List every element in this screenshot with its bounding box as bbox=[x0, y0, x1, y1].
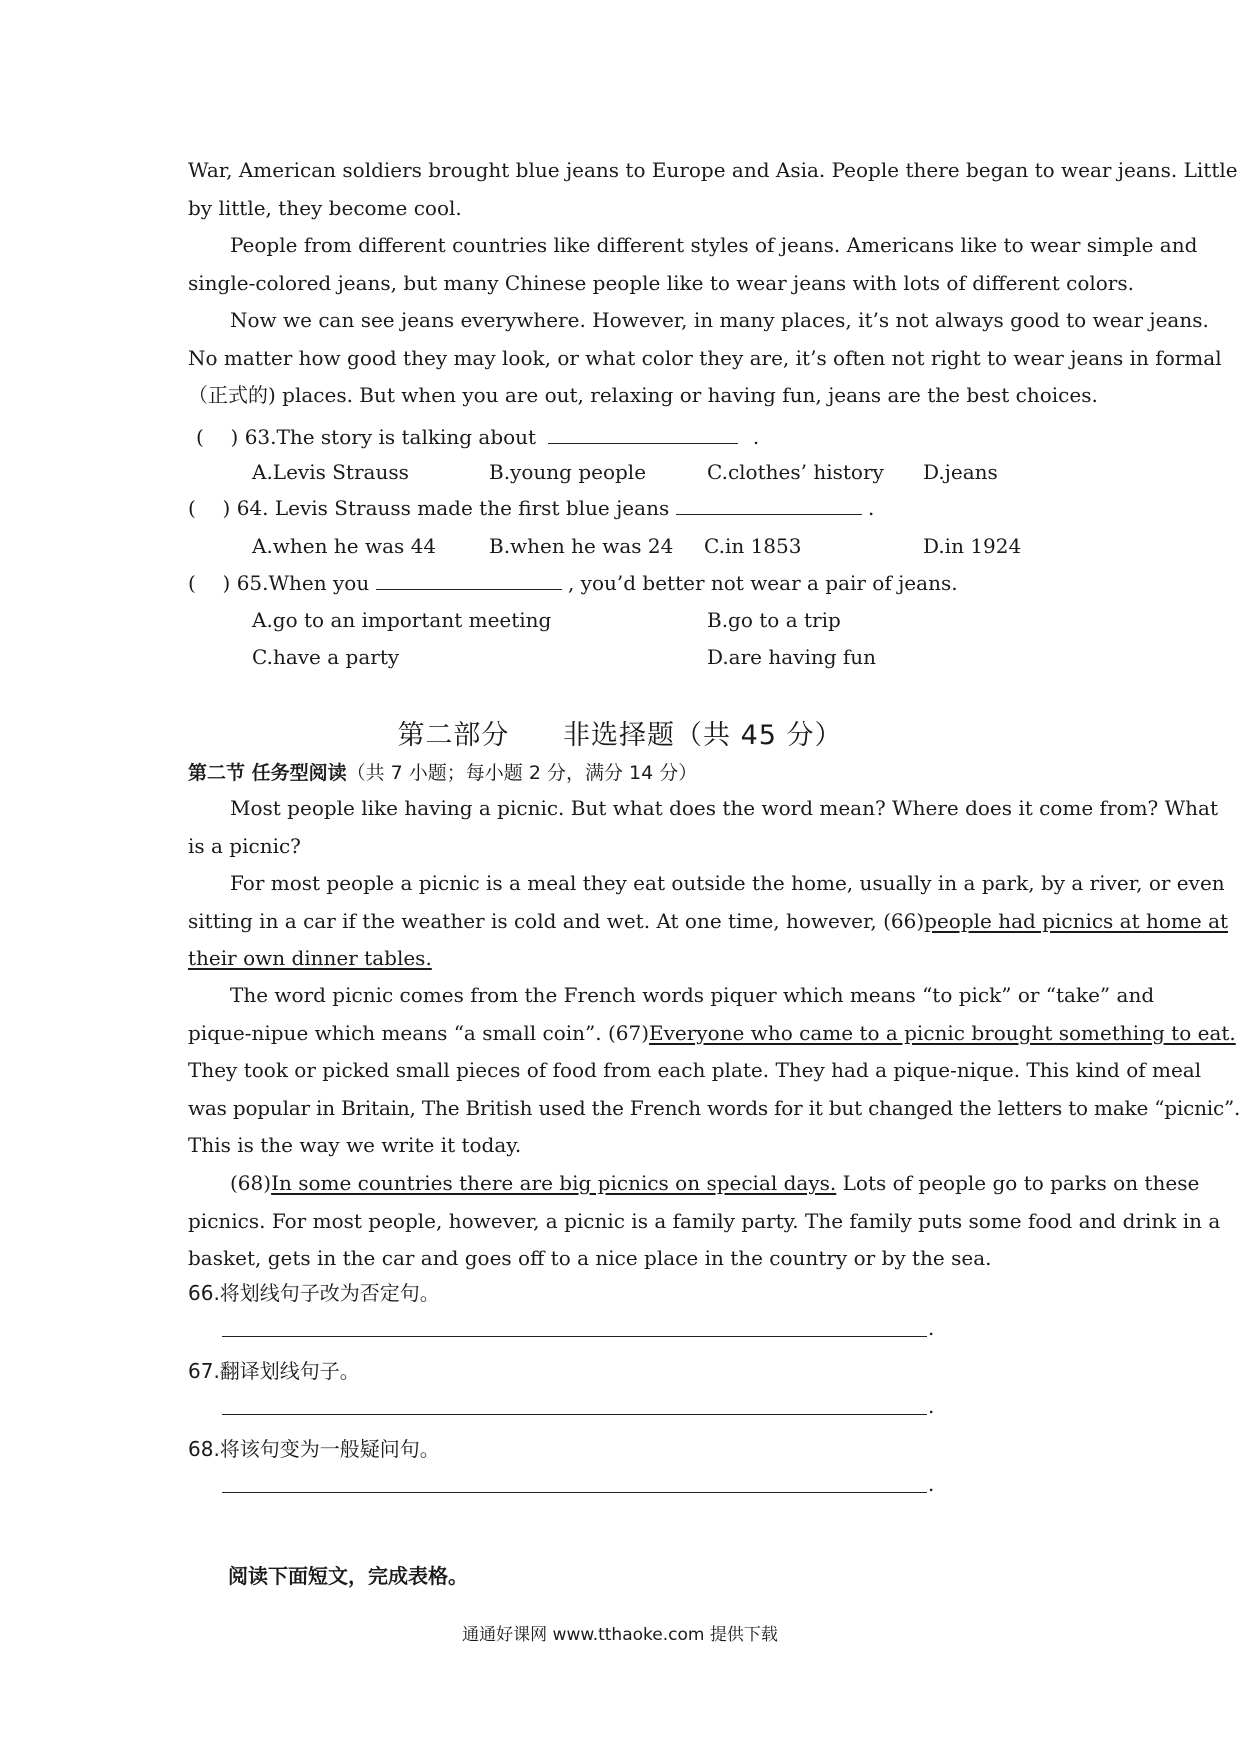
option-b: B.go to a trip bbox=[707, 608, 841, 632]
part-two-subtitle: 非选择题（共 45 分） bbox=[563, 720, 843, 751]
task-67-prompt: 67.翻译划线句子。 bbox=[188, 1359, 360, 1383]
section-title: 第二节 任务型阅读 bbox=[188, 762, 347, 784]
text-line: Most people like having a picnic. But what does the word mean? Where does it come from? What bbox=[230, 796, 1219, 820]
answer-line-period: . bbox=[928, 1472, 935, 1496]
question-stem: ) 65.When you bbox=[222, 571, 370, 595]
question-stem: ) 63.The story is talking about bbox=[230, 425, 537, 449]
text-line bbox=[188, 1015, 1236, 1053]
page-footer: 通通好课网 www.tthaoke.com 提供下载 bbox=[462, 1625, 778, 1645]
option-b: B.young people bbox=[489, 460, 647, 484]
passage2-paragraph4 bbox=[188, 1165, 1221, 1278]
section-scoring: （共 7 小题；每小题 2 分，满分 14 分） bbox=[346, 762, 698, 784]
text-segment: (68) bbox=[230, 1171, 272, 1195]
answer-line-67[interactable] bbox=[222, 1414, 927, 1415]
answer-paren-open: ( bbox=[196, 425, 204, 449]
passage2-paragraph1 bbox=[188, 790, 1219, 865]
option-a: A.Levis Strauss bbox=[252, 460, 409, 484]
answer-paren-open: ( bbox=[188, 496, 196, 520]
text-line: This is the way we write it today. bbox=[188, 1133, 522, 1157]
task-68-prompt: 68.将该句变为一般疑问句。 bbox=[188, 1437, 440, 1461]
question-stem: ) 64. Levis Strauss made the first blue jeans bbox=[222, 496, 670, 520]
text-line: single-colored jeans, but many Chinese people like to wear jeans with lots of different colors. bbox=[188, 270, 1134, 295]
text-line: The word picnic comes from the French words piquer which means “to pick” or “take” and bbox=[230, 983, 1155, 1007]
text-line: No matter how good they may look, or what color they are, it’s often not right to wear jeans in formal bbox=[188, 345, 1222, 370]
text-line: For most people a picnic is a meal they eat outside the home, usually in a park, by a river, or even bbox=[230, 871, 1225, 895]
text-segment: Lots of people go to parks on these bbox=[836, 1171, 1200, 1195]
question-end: , you’d better not wear a pair of jeans. bbox=[567, 571, 958, 595]
passage1-paragraph2 bbox=[188, 227, 1198, 302]
text-line: was popular in Britain, The British used the French words for it but changed the letters to make “picnic”. bbox=[188, 1095, 1240, 1120]
part-two-heading bbox=[0, 713, 1240, 752]
option-d: D.jeans bbox=[923, 460, 998, 484]
option-c: C.have a party bbox=[252, 645, 400, 669]
text-segment: pique-nipue which means “a small coin”. (67) bbox=[188, 1020, 650, 1045]
text-line: War, American soldiers brought blue jeans to Europe and Asia. People there began to wear jeans. Little bbox=[188, 158, 1238, 182]
underlined-sentence-66: people had picnics at home at bbox=[924, 908, 1229, 933]
text-line: by little, they become cool. bbox=[188, 195, 462, 220]
text-line: （正式的) places. But when you are out, relaxing or having fun, jeans are the best choices. bbox=[188, 383, 1098, 407]
passage1-paragraph1 bbox=[188, 152, 1238, 227]
task-66-prompt: 66.将划线句子改为否定句。 bbox=[188, 1281, 440, 1305]
text-line: Now we can see jeans everywhere. However, in many places, it’s not always good to wear jeans. bbox=[230, 308, 1209, 332]
question-65 bbox=[188, 571, 958, 595]
option-a: A.when he was 44 bbox=[252, 534, 437, 558]
question-63 bbox=[196, 425, 759, 449]
option-d: D.in 1924 bbox=[923, 534, 1022, 558]
answer-line-period: . bbox=[928, 1394, 935, 1418]
text-line: basket, gets in the car and goes off to a nice place in the country or by the sea. bbox=[188, 1246, 992, 1270]
answer-blank[interactable] bbox=[676, 496, 862, 515]
passage1-paragraph3 bbox=[188, 302, 1222, 415]
text-segment: sitting in a car if the weather is cold and wet. At one time, however, (66) bbox=[188, 908, 925, 933]
option-d: D.are having fun bbox=[707, 645, 877, 669]
option-c: C.clothes’ history bbox=[707, 460, 884, 484]
text-line bbox=[188, 903, 1229, 941]
answer-blank[interactable] bbox=[376, 571, 562, 590]
text-line: People from different countries like different styles of jeans. Americans like to wear simple and bbox=[230, 233, 1198, 257]
passage2-paragraph2 bbox=[188, 865, 1229, 978]
option-b: B.when he was 24 bbox=[489, 534, 674, 558]
text-line: picnics. For most people, however, a picnic is a family party. The family puts some food and drink in a bbox=[188, 1208, 1221, 1233]
underlined-sentence-68: In some countries there are big picnics on special days. bbox=[271, 1171, 837, 1195]
text-line: is a picnic? bbox=[188, 833, 301, 858]
answer-paren-open: ( bbox=[188, 571, 196, 595]
option-a: A.go to an important meeting bbox=[252, 608, 552, 632]
section-heading bbox=[188, 758, 697, 785]
option-c: C.in 1853 bbox=[704, 534, 802, 558]
question-end: . bbox=[867, 496, 875, 520]
question-end: . bbox=[752, 425, 760, 449]
underlined-sentence-66-end: their own dinner tables. bbox=[188, 946, 432, 970]
answer-line-68[interactable] bbox=[222, 1492, 927, 1493]
answer-line-period: . bbox=[928, 1316, 935, 1340]
answer-blank[interactable] bbox=[548, 425, 738, 444]
reading-instruction: 阅读下面短文，完成表格。 bbox=[228, 1564, 468, 1588]
question-64 bbox=[188, 496, 874, 520]
part-two-title: 第二部分 bbox=[397, 720, 510, 751]
text-line bbox=[188, 1165, 1200, 1203]
passage2-paragraph3 bbox=[188, 977, 1240, 1165]
underlined-sentence-67: Everyone who came to a picnic brought something to eat. bbox=[649, 1020, 1236, 1045]
answer-line-66[interactable] bbox=[222, 1336, 927, 1337]
text-line: They took or picked small pieces of food from each plate. They had a pique-nique. This kind of meal bbox=[188, 1058, 1202, 1082]
